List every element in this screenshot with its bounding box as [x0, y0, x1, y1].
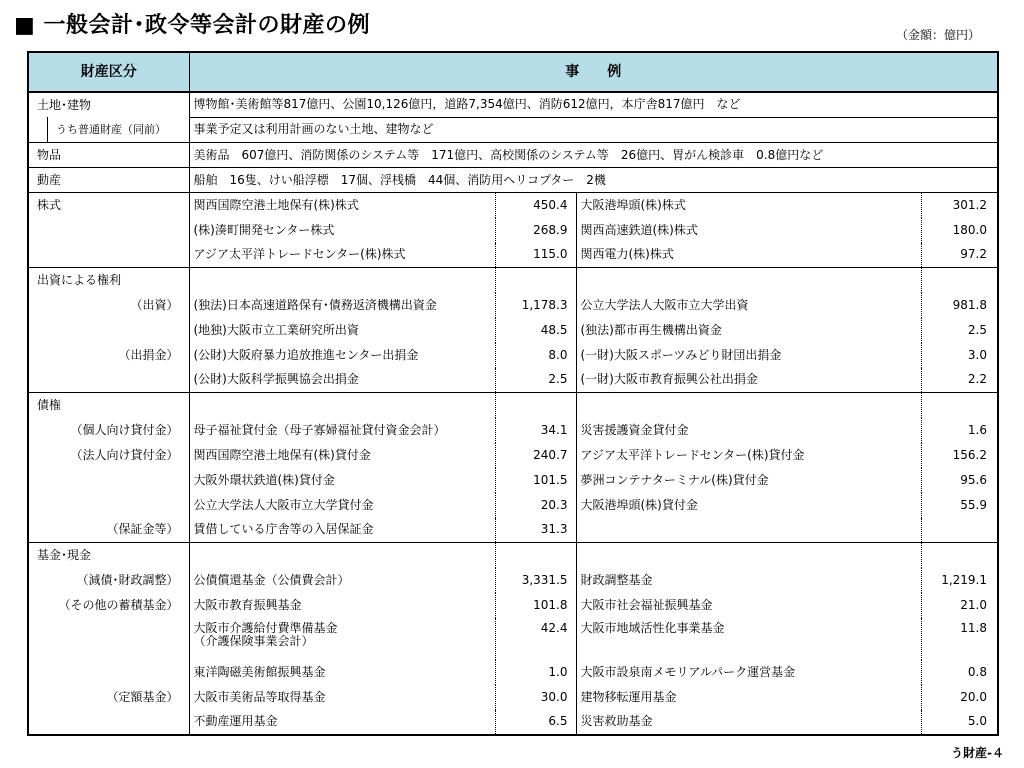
category-land-sub: うち普通財産（同前） — [28, 117, 189, 143]
subcategory: （個人向け貸付金） — [28, 418, 189, 443]
category-land: 土地･建物 — [28, 92, 189, 117]
item-left: 関西国際空港土地保有(株)貸付金 — [189, 443, 495, 468]
category-empty — [28, 218, 189, 243]
table-row — [28, 568, 998, 593]
item-right: (一財)大阪スポーツみどり財団出捐金 — [580, 347, 782, 362]
amount-left: 3,331.5 — [495, 568, 576, 593]
amount-left: 1.0 — [495, 660, 576, 685]
amount-left: 268.9 — [495, 218, 576, 243]
item-right: 大阪市設泉南メモリアルパーク運営基金 — [580, 664, 796, 679]
category-empty — [28, 618, 189, 660]
item-right: (一財)大阪市教育振興公社出捐金 — [580, 372, 758, 387]
amount-right: 0.8 — [921, 660, 998, 685]
category-receivables: 債権 — [28, 393, 189, 418]
table-row — [28, 268, 998, 293]
table-row — [28, 685, 998, 710]
amount-right: 21.0 — [921, 593, 998, 618]
table-row — [28, 518, 998, 543]
table-row — [28, 443, 998, 468]
subcategory: （保証金等） — [28, 518, 189, 543]
amount-left: 48.5 — [495, 318, 576, 343]
row-text: 博物館･美術館等817億円、公園10,126億円，道路7,354億円、消防612億円，本庁舎817億円 など — [189, 92, 998, 117]
table-row — [28, 593, 998, 618]
table-row — [28, 660, 998, 685]
category-empty — [28, 710, 189, 735]
subcategory: （定額基金） — [28, 685, 189, 710]
amount-left: 2.5 — [495, 368, 576, 393]
amount-left: 20.3 — [495, 493, 576, 518]
item-left: 東洋陶磁美術館振興基金 — [189, 660, 495, 685]
amount-right: 180.0 — [921, 218, 998, 243]
header-examples: 事 例 — [189, 52, 998, 92]
item-left: 公立大学法人大阪市立大学貸付金 — [189, 493, 495, 518]
amount-left: 101.8 — [495, 593, 576, 618]
category-empty — [28, 243, 189, 268]
property-table — [27, 51, 999, 736]
table-row — [28, 168, 998, 193]
item-left: アジア太平洋トレードセンター(株)株式 — [189, 243, 495, 268]
item-left: 母子福祉貸付金（母子寡婦福祉貸付資金会計） — [189, 418, 495, 443]
item-left: (公財)大阪科学振興協会出捐金 — [189, 368, 495, 393]
unit-note: （金額：億円） — [895, 28, 980, 42]
item-left: 大阪外環状鉄道(株)貸付金 — [189, 468, 495, 493]
amount-right: 1,219.1 — [921, 568, 998, 593]
table-row — [28, 92, 998, 117]
item-left: (株)湊町開発センター株式 — [189, 218, 495, 243]
item-right: 大阪市社会福祉振興基金 — [580, 597, 713, 612]
category-funds: 基金･現金 — [28, 543, 189, 568]
subcategory: （その他の蓄積基金） — [28, 593, 189, 618]
table-row — [28, 343, 998, 368]
row-text: 船舶 16隻、けい船浮標 17個、浮桟橋 44個、消防用ヘリコプター 2機 — [189, 168, 998, 193]
page-title: ■ 一般会計･政令等会計の財産の例 — [14, 13, 370, 38]
item-right: 関西高速鉄道(株)株式 — [580, 222, 698, 237]
item-left — [189, 618, 495, 660]
table-row — [28, 418, 998, 443]
category-empty — [28, 368, 189, 393]
category-empty — [28, 318, 189, 343]
amount-right: 981.8 — [921, 293, 998, 318]
table-row — [28, 710, 998, 735]
amount-left: 34.1 — [495, 418, 576, 443]
table-row — [28, 618, 998, 660]
category-movable: 動産 — [28, 168, 189, 193]
item-right: 大阪港埠頭(株)株式 — [576, 193, 921, 218]
item-left: 関西国際空港土地保有(株)株式 — [189, 193, 495, 218]
item-right: 公立大学法人大阪市立大学出資 — [580, 297, 749, 312]
amount-right: 156.2 — [921, 443, 998, 468]
item-right: (独法)都市再生機構出資金 — [580, 322, 722, 337]
table-row — [28, 193, 998, 218]
amount-left: 1,178.3 — [495, 293, 576, 318]
header-category: 財産区分 — [28, 52, 189, 92]
item-right: 関西電力(株)株式 — [580, 247, 674, 262]
item-left: 大阪市教育振興基金 — [189, 593, 495, 618]
table-row — [28, 143, 998, 168]
table-row — [28, 293, 998, 318]
item-left: 大阪市美術品等取得基金 — [189, 685, 495, 710]
amount-left: 31.3 — [495, 518, 576, 543]
amount-left: 8.0 — [495, 343, 576, 368]
item-left-line1: 大阪市介護給付費準備基金 — [193, 620, 338, 635]
table-row — [28, 468, 998, 493]
amount-left: 42.4 — [495, 618, 576, 660]
amount-right: 3.0 — [921, 343, 998, 368]
category-empty — [28, 660, 189, 685]
item-right: 災害救助基金 — [580, 714, 653, 728]
amount-right: 95.6 — [921, 468, 998, 493]
amount-left: 450.4 — [495, 193, 576, 218]
amount-right: 20.0 — [921, 685, 998, 710]
amount-right: 301.2 — [921, 193, 998, 218]
row-text: 美術品 607億円、消防関係のシステム等 171億円、高校関係のシステム等 26億円、胃がん検診車 0.8億円など — [189, 143, 998, 168]
subcategory: （法人向け貸付金） — [28, 443, 189, 468]
amount-right: 97.2 — [921, 243, 998, 268]
amount-right: 11.8 — [921, 618, 998, 660]
category-goods: 物品 — [28, 143, 189, 168]
amount-left: 6.5 — [495, 710, 576, 735]
amount-right: 2.5 — [921, 318, 998, 343]
subcategory: （減債･財政調整） — [28, 568, 189, 593]
amount-right — [921, 518, 998, 543]
item-left: 不動産運用基金 — [189, 710, 495, 735]
item-right — [576, 518, 921, 543]
item-right: 夢洲コンテナターミナル(株)貸付金 — [580, 472, 769, 487]
table-row — [28, 393, 998, 418]
category-stock: 株式 — [28, 193, 189, 218]
table-row — [28, 368, 998, 393]
item-left: (公財)大阪府暴力追放推進センター出捐金 — [189, 343, 495, 368]
table-row — [28, 243, 998, 268]
item-right: アジア太平洋トレードセンター(株)貸付金 — [580, 447, 805, 462]
amount-right: 5.0 — [921, 710, 998, 735]
category-empty — [28, 493, 189, 518]
item-right: 財政調整基金 — [580, 572, 653, 587]
item-left: (地独)大阪市立工業研究所出資 — [189, 318, 495, 343]
table-row — [28, 218, 998, 243]
item-left: 公債償還基金（公債費会計） — [189, 568, 495, 593]
item-right: 大阪港埠頭(株)貸付金 — [580, 497, 698, 512]
subcategory: （出資） — [28, 293, 189, 318]
amount-left: 240.7 — [495, 443, 576, 468]
table-row — [28, 117, 998, 143]
item-left: (独法)日本高速道路保有･債務返済機構出資金 — [189, 293, 495, 318]
table-row — [28, 493, 998, 518]
amount-right: 1.6 — [921, 418, 998, 443]
category-investment: 出資による権利 — [28, 268, 189, 293]
amount-right: 55.9 — [921, 493, 998, 518]
amount-right: 2.2 — [921, 368, 998, 393]
item-left-line2: （介護保険事業会計） — [193, 633, 314, 648]
amount-left: 30.0 — [495, 685, 576, 710]
table-row — [28, 543, 998, 568]
amount-left: 115.0 — [495, 243, 576, 268]
item-left: 賃借している庁舎等の入居保証金 — [189, 518, 495, 543]
table-header-row — [28, 52, 998, 92]
row-text: 事業予定又は利用計画のない土地、建物など — [189, 117, 998, 143]
page-number: う財産-４ — [951, 746, 1004, 760]
item-right: 大阪市地域活性化事業基金 — [580, 620, 725, 635]
subcategory: （出捐金） — [28, 343, 189, 368]
table-row — [28, 318, 998, 343]
item-right: 建物移転運用基金 — [580, 689, 677, 704]
amount-left: 101.5 — [495, 468, 576, 493]
category-empty — [28, 468, 189, 493]
item-right: 災害援護資金貸付金 — [580, 422, 689, 437]
